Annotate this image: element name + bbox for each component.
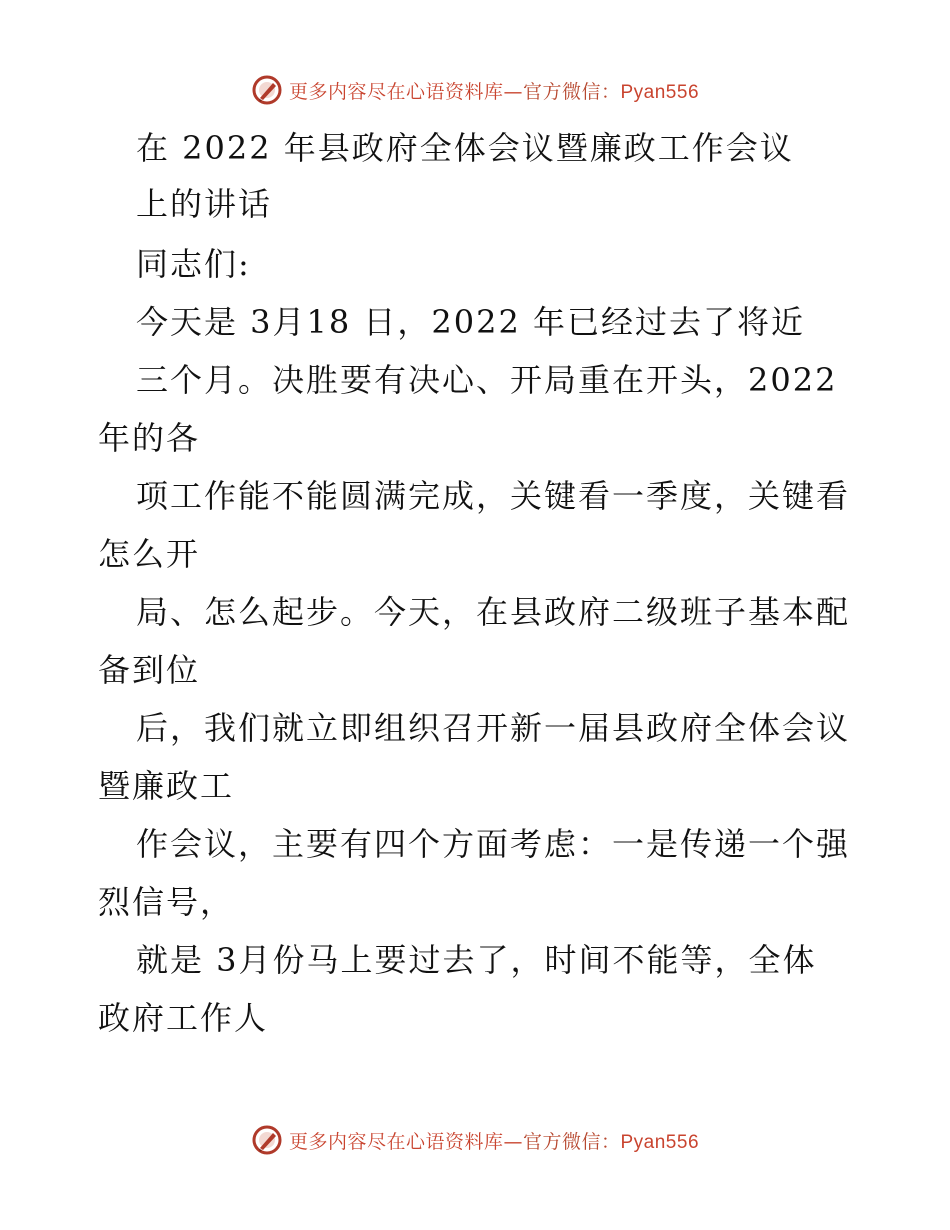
paragraph-line: 备到位 [98,651,201,689]
paragraph-line: 怎么开 [98,535,201,573]
paragraph-line: 年的各 [98,419,201,457]
paragraph-line: 今天是 3月18 日，2022 年已经过去了将近 [136,303,806,341]
paragraph-line: 烈信号， [98,883,235,921]
watermark-wechat-id: Pyan556 [620,1131,700,1153]
paragraph-line: 政府工作人 [98,999,269,1037]
paragraph-line: 三个月。决胜要有决心、开局重在开头，2022 [136,361,838,399]
watermark-site-text: 更多内容尽在心语资料库 [288,1130,504,1153]
watermark-wechat-label: 官方微信： [522,1130,621,1153]
header-watermark [0,70,950,110]
library-logo-icon [251,74,283,106]
doc-title-line-1: 在 2022 年县政府全体会议暨廉政工作会议 [136,129,794,167]
paragraph-line: 作会议，主要有四个方面考虑：一是传递一个强 [136,825,851,863]
paragraph-line: 暨廉政工 [98,767,235,805]
paragraph-line: 就是 3月份马上要过去了，时间不能等，全体 [136,941,817,979]
doc-title-line-2: 上的讲话 [136,185,273,223]
watermark-dash: — [503,1130,523,1153]
footer-watermark [0,1120,950,1160]
watermark-wechat-id: Pyan556 [620,81,700,103]
watermark-text [289,77,699,104]
salutation: 同志们: [136,245,251,283]
paragraph-line: 项工作能不能圆满完成，关键看一季度，关键看 [136,477,851,515]
watermark-wechat-label: 官方微信： [522,80,621,103]
watermark-site-text: 更多内容尽在心语资料库 [288,80,504,103]
paragraph-line: 局、怎么起步。今天，在县政府二级班子基本配 [136,593,851,631]
watermark-text [289,1127,699,1154]
watermark-dash: — [503,80,523,103]
paragraph-line: 后，我们就立即组织召开新一届县政府全体会议 [136,709,851,747]
library-logo-icon [251,1124,283,1156]
